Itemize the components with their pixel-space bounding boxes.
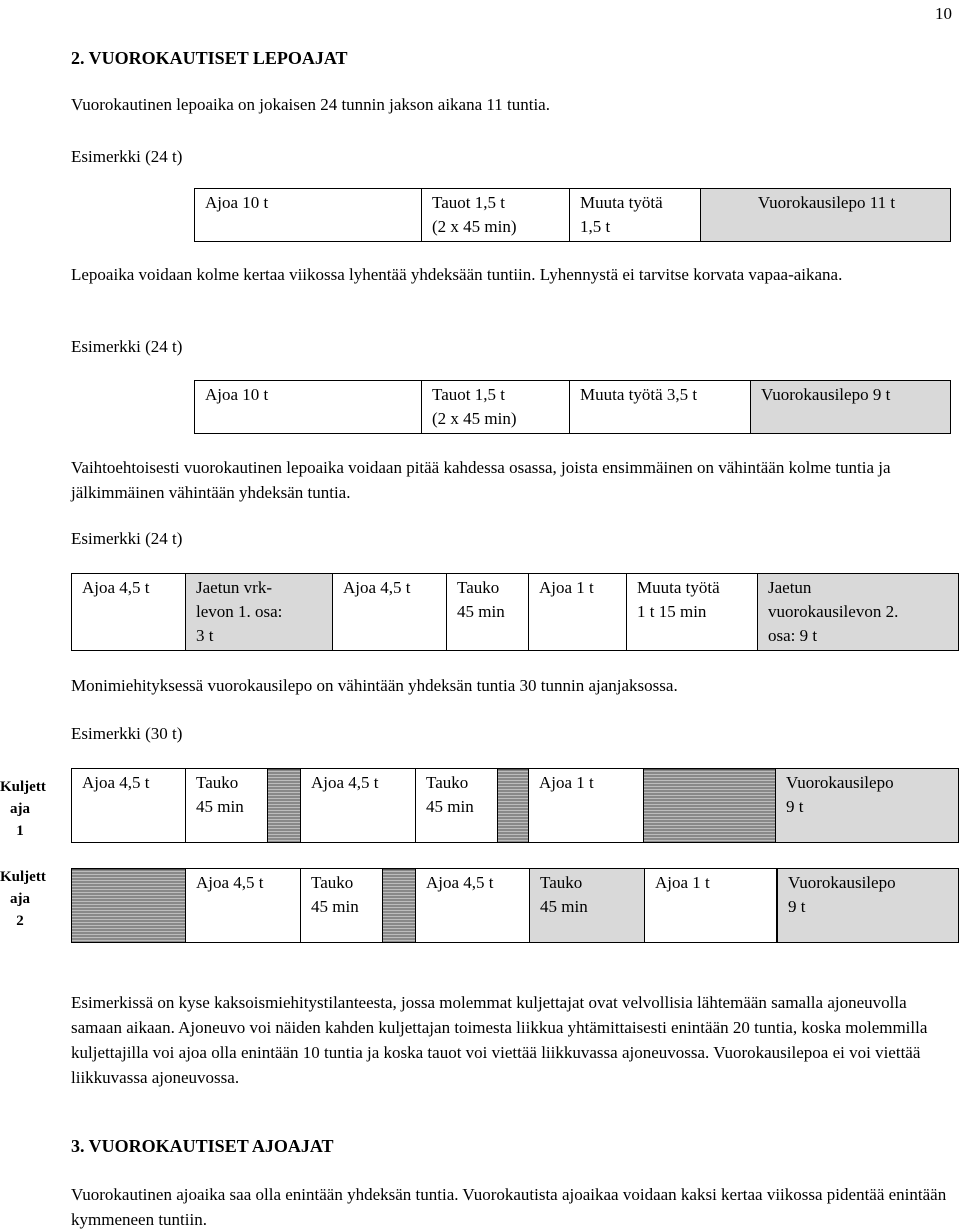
cell-passenger-time	[268, 769, 301, 843]
cell-break: Tauko 45 min	[530, 869, 645, 943]
cell-split-rest-1: Jaetun vrk- levon 1. osa: 3 t	[186, 574, 333, 651]
cell-driving: Ajoa 4,5 t	[186, 869, 301, 943]
section-2-heading: 2. VUOROKAUTISET LEPOAJAT	[71, 48, 348, 68]
section-3-heading: 3. VUOROKAUTISET AJOAJAT	[71, 1136, 334, 1156]
split-text: Vaihtoehtoisesti vuorokautinen lepoaika voidaan pitää kahdessa osassa, joista ensimmäinen on vähintään kolme tuntia ja jälkimmäinen vähintään yhdeksän tuntia.	[71, 458, 891, 502]
cell-other-work: Muuta työtä 3,5 t	[570, 381, 751, 434]
cell-driving: Ajoa 4,5 t	[72, 769, 186, 843]
driving-time-text: Vuorokautinen ajoaika saa olla enintään yhdeksän tuntia. Vuorokautista ajoaikaa voidaan kaksi kertaa viikossa pidentää enintään kymmeneen tuntiin.	[71, 1185, 947, 1229]
cell-passenger-time	[498, 769, 529, 843]
cell-driving: Ajoa 4,5 t	[416, 869, 530, 943]
cell-passenger-time	[72, 869, 186, 943]
cell-driving: Ajoa 4,5 t	[301, 769, 416, 843]
cell-other-work: Muuta työtä 1 t 15 min	[627, 574, 758, 651]
cell-break: Tauko 45 min	[416, 769, 498, 843]
cell-passenger-time	[644, 769, 776, 843]
driver-2-timeline	[71, 868, 959, 943]
multi-explanation: Esimerkissä on kyse kaksoismiehitystilanteesta, jossa molemmat kuljettajat ovat velvollisia lähtemään samalla ajoneuvolla samaan aikaan. Ajoneuvo voi näiden kahden kuljettajan toimesta liikkua yhtämittaisesti enintään 20 tuntia, koska molemmilla kuljettajilla voi ajoa olla enintään 10 tuntia ja koska tauot voi viettää liikkuvassa ajoneuvossa. Vuorokausilepoa ei voi viettää liikkuvassa ajoneuvossa.	[71, 993, 928, 1087]
cell-daily-rest: Vuorokausilepo 9 t	[776, 769, 959, 843]
cell-breaks: Tauot 1,5 t (2 x 45 min)	[422, 189, 570, 242]
cell-driving: Ajoa 10 t	[195, 189, 422, 242]
cell-break: Tauko 45 min	[301, 869, 383, 943]
cell-driving: Ajoa 1 t	[529, 574, 627, 651]
rest-intro: Vuorokautinen lepoaika on jokaisen 24 tunnin jakson aikana 11 tuntia.	[71, 95, 550, 114]
example-3-label: Esimerkki (24 t)	[71, 529, 183, 548]
reduce-text: Lepoaika voidaan kolme kertaa viikossa lyhentää yhdeksään tuntiin. Lyhennystä ei tarvitse korvata vapaa-aikana.	[71, 265, 843, 284]
driver-1-timeline	[71, 768, 959, 843]
cell-driving: Ajoa 1 t	[529, 769, 644, 843]
page-number: 10	[935, 4, 952, 23]
cell-daily-rest: Vuorokausilepo 9 t	[751, 381, 951, 434]
cell-breaks: Tauot 1,5 t (2 x 45 min)	[422, 381, 570, 434]
cell-daily-rest: Vuorokausilepo 9 t	[778, 869, 959, 943]
example-4-label: Esimerkki (30 t)	[71, 724, 183, 743]
cell-other-work: Muuta työtä 1,5 t	[570, 189, 701, 242]
cell-driving: Ajoa 4,5 t	[72, 574, 186, 651]
multi-text: Monimiehityksessä vuorokausilepo on vähintään yhdeksän tuntia 30 tunnin ajanjaksossa.	[71, 676, 678, 695]
cell-split-rest-2: Jaetun vuorokausilevon 2. osa: 9 t	[758, 574, 959, 651]
cell-passenger-time	[383, 869, 416, 943]
example-2-label: Esimerkki (24 t)	[71, 337, 183, 356]
driver-2-label: Kuljett aja 2	[0, 869, 46, 929]
driver-1-label: Kuljett aja 1	[0, 779, 46, 839]
example-1-timeline	[194, 188, 951, 242]
example-2-timeline	[194, 380, 951, 434]
cell-break: Tauko 45 min	[447, 574, 529, 651]
cell-daily-rest: Vuorokausilepo 11 t	[701, 189, 951, 242]
example-1-label: Esimerkki (24 t)	[71, 147, 183, 166]
cell-driving: Ajoa 10 t	[195, 381, 422, 434]
cell-driving: Ajoa 1 t	[645, 869, 777, 943]
cell-break: Tauko 45 min	[186, 769, 268, 843]
example-3-timeline	[71, 573, 959, 651]
cell-driving: Ajoa 4,5 t	[333, 574, 447, 651]
